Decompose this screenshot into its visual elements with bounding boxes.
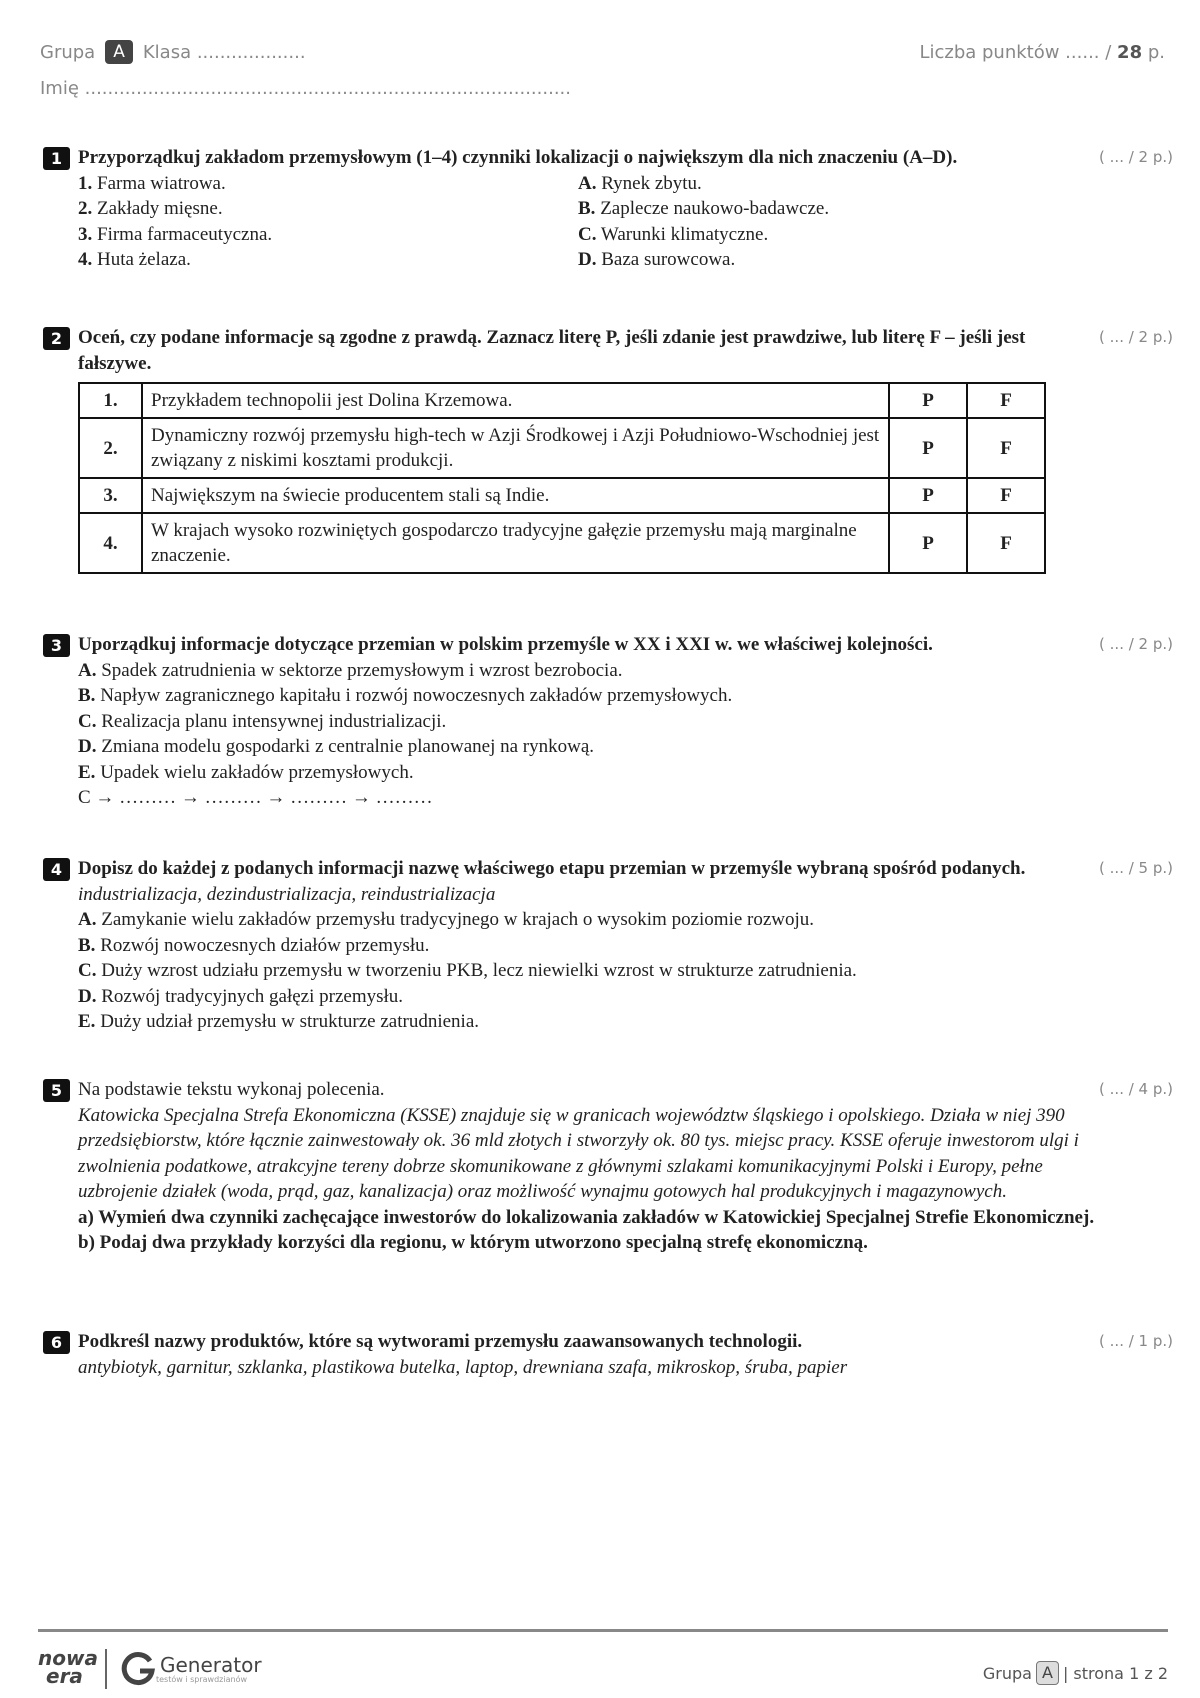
factors-list	[578, 171, 829, 273]
true-false-table	[78, 382, 1046, 574]
group-badge: A	[105, 40, 133, 64]
task-5	[43, 1077, 1173, 1256]
list-item: C. Duży wzrost udziału przemysłu w tworzeniu PKB, lecz niewielki wzrost w strukturze zatrudnienia.	[78, 960, 857, 981]
list-item: E. Duży udział przemysłu w strukturze zatrudnienia.	[78, 1011, 479, 1032]
list-item: B. Zaplecze naukowo-badawcze.	[578, 198, 830, 219]
task-title: Dopisz do każdej z podanych informacji nazwę właściwego etapu przemian w przemyśle wybraną spośród podanych.	[78, 858, 1026, 879]
option-f[interactable]: F	[967, 418, 1045, 478]
generator-label: Generator	[160, 1652, 262, 1677]
task-title: Uporządkuj informacje dotyczące przemian w polskim przemyśle w XX i XXI w. we właściwej kolejności.	[78, 634, 933, 655]
list-item: D. Rozwój tradycyjnych gałęzi przemysłu.	[78, 985, 404, 1007]
task-1	[43, 145, 1173, 273]
sequence-answer-field[interactable]: C → ……… → ……… → ……… → ………	[78, 787, 433, 808]
list-item: B. Napływ zagranicznego kapitału i rozwój nowoczesnych zakładów przemysłowych.	[78, 685, 733, 706]
points-label[interactable]: Liczba punktów ...... /	[919, 42, 1112, 63]
task-number: 4	[43, 858, 70, 881]
task-title: Oceń, czy podane informacje są zgodne z prawdą. Zaznacz literę P, jeśli zdanie jest prawdziwe, lub literę F – jeśli jest fałszywe.	[78, 327, 1026, 374]
task-score[interactable]: ( ... / 2 p.)	[1099, 328, 1173, 346]
footer-group-badge: A	[1036, 1661, 1059, 1685]
option-p[interactable]: P	[889, 383, 967, 418]
page-header	[40, 40, 1165, 110]
task-title: Podkreśl nazwy produktów, które są wytworami przemysłu zaawansowanych technologii.	[78, 1331, 803, 1352]
task-3	[43, 632, 1173, 811]
list-item: B. Rozwój nowoczesnych działów przemysłu.	[78, 934, 430, 956]
page-number: | strona 1 z 2	[1062, 1663, 1168, 1683]
task-number: 2	[43, 327, 70, 350]
points-unit: p.	[1147, 42, 1165, 63]
list-item: 3. Firma farmaceutyczna.	[78, 223, 273, 245]
option-p[interactable]: P	[889, 478, 967, 513]
task-title: Przyporządkuj zakładom przemysłowym (1–4) czynniki lokalizacji o największym dla nich znaczeniu (A–D).	[78, 147, 958, 168]
list-item: 1. Farma wiatrowa.	[78, 172, 226, 194]
page-indicator	[983, 1661, 1168, 1685]
page-footer	[38, 1629, 1168, 1689]
products-list[interactable]: antybiotyk, garnitur, szklanka, plastikowa butelka, laptop, drewniana szafa, mikroskop, śruba, papier	[78, 1356, 848, 1378]
task-score[interactable]: ( ... / 1 p.)	[1099, 1332, 1173, 1350]
source-passage: Katowicka Specjalna Strefa Ekonomiczna (KSSE) znajduje się w granicach województw śląskiego i opolskiego. Działa w niej 390 przedsiębiorstw, które łącznie zainwestowały ok. 36 mld złotych i stworzyły ok. 80 tys. miejsc pracy. KSSE oferuje inwestorom ulgi i zwolnienia podatkowe, atrakcyjne tereny dobrze skomunikowane z głównymi szlakami komunikacyjnymi Polski i Europy, pełne uzbrojenie działek (woda, prąd, gaz, kanalizacja) oraz możliwość wynajmu gotowych hal produkcyjnych i magazynowych.	[78, 1104, 1079, 1202]
question-a: a) Wymień dwa czynniki zachęcające inwestorów do lokalizowania zakładów w Katowickiej Specjalnej Strefie Ekonomicznej.	[78, 1206, 1095, 1228]
question-b: b) Podaj dwa przykłady korzyści dla regionu, w którym utworzono specjalną strefę ekonomiczną.	[78, 1232, 868, 1253]
option-f[interactable]: F	[967, 478, 1045, 513]
table-row: 3. Największym na świecie producentem stali są Indie. P F	[79, 478, 1045, 513]
option-f[interactable]: F	[967, 513, 1045, 573]
task-score[interactable]: ( ... / 2 p.)	[1099, 635, 1173, 653]
task-title: Na podstawie tekstu wykonaj polecenia.	[78, 1079, 385, 1100]
group-label: Grupa	[40, 41, 96, 63]
list-item: 4. Huta żelaza.	[78, 249, 191, 270]
list-item: A. Spadek zatrudnienia w sektorze przemysłowym i wzrost bezrobocia.	[78, 659, 623, 681]
list-item: C. Warunki klimatyczne.	[578, 223, 769, 245]
list-item: 2. Zakłady mięsne.	[78, 198, 223, 219]
generator-g-icon	[120, 1651, 156, 1687]
generator-logo	[120, 1651, 262, 1687]
table-row: 1. Przykładem technopolii jest Dolina Krzemowa. P F	[79, 383, 1045, 418]
logo-separator	[105, 1649, 107, 1689]
table-row: 2. Dynamiczny rozwój przemysłu high-tech w Azji Środkowej i Azji Południowo-Wschodniej jest związany z niskimi kosztami produkcji. P F	[79, 418, 1045, 478]
task-score[interactable]: ( ... / 2 p.)	[1099, 148, 1173, 166]
task-number: 3	[43, 634, 70, 657]
points-field	[919, 42, 1165, 63]
task-number: 6	[43, 1331, 70, 1354]
name-field[interactable]: Imię .....................................................................................	[40, 78, 571, 99]
task-6	[43, 1329, 1173, 1380]
option-p[interactable]: P	[889, 418, 967, 478]
task-number: 1	[43, 147, 70, 170]
list-item: D. Baza surowcowa.	[578, 249, 736, 270]
plants-list	[78, 171, 578, 273]
task-score[interactable]: ( ... / 4 p.)	[1099, 1080, 1173, 1098]
options-list: industrializacja, dezindustrializacja, reindustrializacja	[78, 883, 496, 905]
list-item: C. Realizacja planu intensywnej industrializacji.	[78, 710, 447, 732]
matching-columns	[78, 171, 1078, 273]
generator-sub: testów i sprawdzianów	[156, 1674, 247, 1684]
header-row-group	[40, 40, 306, 64]
option-f[interactable]: F	[967, 383, 1045, 418]
table-row: 4. W krajach wysoko rozwiniętych gospodarczo tradycyjne gałęzie przemysłu mają marginalne znaczenie. P F	[79, 513, 1045, 573]
list-item: D. Zmiana modelu gospodarki z centralnie planowanej na rynkową.	[78, 736, 595, 757]
footer-divider	[38, 1629, 1168, 1632]
nowa-era-logo: nowa era	[38, 1646, 98, 1688]
task-4	[43, 856, 1173, 1035]
list-item: E. Upadek wielu zakładów przemysłowych.	[78, 761, 414, 783]
points-total: 28	[1117, 42, 1143, 63]
class-field[interactable]: Klasa ...................	[142, 41, 306, 63]
option-p[interactable]: P	[889, 513, 967, 573]
task-score[interactable]: ( ... / 5 p.)	[1099, 859, 1173, 877]
task-number: 5	[43, 1079, 70, 1102]
list-item: A. Rynek zbytu.	[578, 172, 702, 194]
footer-group-label: Grupa	[982, 1663, 1032, 1683]
task-2	[43, 325, 1173, 574]
list-item: A. Zamykanie wielu zakładów przemysłu tradycyjnego w krajach o wysokim poziomie rozwoju.	[78, 909, 815, 930]
